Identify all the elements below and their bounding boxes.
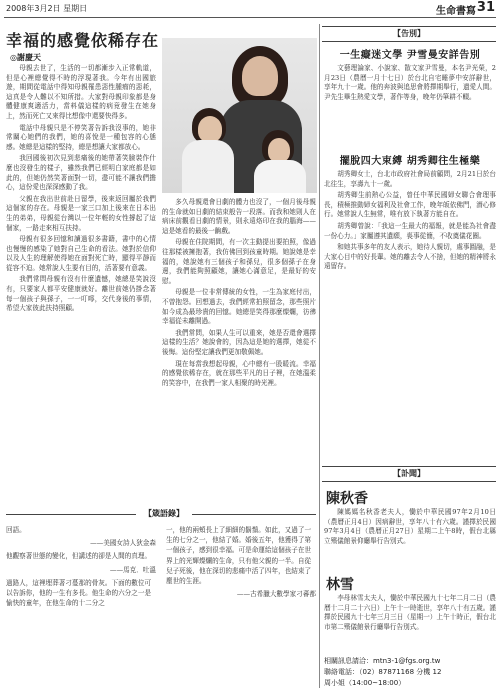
paragraph: 母親是一位非常傳統的女性，一生為家庭付出，不曾抱怨。回想過去，我們經常拍照留念，那些照片如今成為最珍貴的回憶。她總是笑得那麼燦爛，彷彿幸福從未離開過。: [162, 288, 316, 326]
article-column-1: [6, 64, 156, 510]
paragraph: 多久母親還會日劇的體力也沒了，一個月後母親的生命就如日劇的結束般告一段落。而我和她則人在病床前觀看日劇的情景，則永遠烙印在我的腦海——這是她看的最後一齣戲。: [162, 198, 316, 235]
page-header: [4, 2, 496, 18]
quotes-column-right: [166, 525, 316, 681]
paragraph: 和她共事多年的友人表示，她待人親切，處事圓融，是大家心目中的好長輩。她的離去令人不捨，但她的精神將永遠留存。: [324, 243, 496, 271]
article-title: 幸福的感覺依稀存在: [6, 31, 160, 50]
paragraph: 母親在住院期間，有一次主動提出要拍照，像過往那樣被擁抱著，我仿佛回到孩童時期。她說她是幸福的，她說她有三個孩子和孫兒，很多個孫子在身邊，我們能夠照顧她，讓她心滿意足，是最好的安慰。: [162, 238, 316, 285]
page-number: 31: [476, 0, 495, 15]
photo-face-mother: [242, 56, 278, 96]
photo-body-child-left: [182, 140, 234, 193]
obituary-notice-2: [324, 594, 496, 652]
paragraph: 母親有很多回憶和讀過很多書籍，書中的心情也慢慢的感染了她對自己生命的看法。她對於信仰以及人生的理解使得她在面對死亡時，顯得平靜而從容不迫。她常說人生要有目的，活著要有意義。: [6, 235, 156, 272]
contact-hours: 周小姐（14:00~18:00）: [324, 679, 406, 687]
obituary-title-2: 擺脫四大束縛 胡秀卿往生極樂: [339, 156, 481, 167]
column-divider: [319, 24, 320, 688]
quotes-column-left: [6, 525, 156, 681]
issue-date: 2008年3月2日 星期日: [6, 4, 88, 13]
photo-face-child-right: [268, 138, 290, 162]
paragraph: 現在每當我想起母親，心中總有一股暖流。幸福的感覺依稀存在，就在那些平凡的日子裡，在她溫柔的笑容中，在我們一家人相聚的時光裡。: [162, 359, 316, 387]
obituary-name-1: 陳秋香: [326, 491, 368, 507]
contact-email: 相關訊息請洽：mtn3-1@fgs.org.tw: [324, 657, 441, 665]
contact-phone: 聯絡電話：（02）87871168 分機 12: [324, 668, 442, 676]
photo-body-child-right: [254, 160, 306, 193]
obituary-text-2: [324, 170, 496, 460]
paragraph: 胡秀卿生前熱心公益，曾任中華民國婦女聯合會理事長，積極推動婦女福利及社會工作，晚年皈依佛門，潛心修行。她常說人生無常，唯有放下執著方能自在。: [324, 191, 496, 219]
quote-text: 回語。: [6, 526, 26, 534]
section-name: 生命書寫: [436, 6, 476, 17]
section-tag-obituary: 【訃聞】: [322, 466, 496, 482]
contact-info: [324, 656, 441, 689]
article-author: ◎謝慶天: [10, 52, 41, 62]
quote-citation: ——美國女詩人狄金森: [90, 539, 156, 548]
quote-text: 一，他的兩頰長上了細細的鬍鬚。如此，又過了一生的七分之一，他結了婚。婚後五年，他獲得了第一個孩子，感到很幸福。可是命運給這個孩子在世界上的光輝燦爛的生命，只有他父親的一半。自從兒子死後，他在深切的悲痛中活了四年，也結束了塵世的生涯。: [166, 526, 312, 586]
paragraph: 胡秀卿曾說：「我這一生最大的福報，就是能為社會盡一份心力。」家屬遵其遺願，喪事從簡，不收奠儀花圈。: [324, 221, 496, 240]
paragraph: 電話中母親只是不停笑著告訴我沒事的，她非常關心她們的我們，她的喜悅是一種包容的心態感。她總是這樣的堅持，總是想讓大家都放心。: [6, 123, 156, 151]
family-photo: [162, 38, 317, 193]
paragraph: 胡秀卿女士，台北市政府社會局前顧問，2月21日於台北往生，享壽九十一歲。: [324, 170, 496, 188]
photo-face-child-left: [198, 116, 222, 142]
quote-text: 過路人，這裡埋葬著刁蔓那的骨灰。下面的數位可以告訴你，他的一生有多長。他生命的六分之一是愉快的童年，在他生命的十二分之: [6, 578, 152, 608]
section-tag-farewell: 【告別】: [322, 26, 496, 42]
quotes-tag: 【箴語錄】: [136, 508, 192, 519]
paragraph: 我們常問母親有沒有什麼遺憾，她總是笑說沒有，只要家人都平安健康就好。離世前她仍掛念著每一個孩子與孫子，一一叮嚀，交代身後的事情，希望大家彼此扶持照顧。: [6, 275, 156, 313]
quotes-section: [6, 509, 316, 685]
paragraph: 李母林雪太夫人，慟於中華民國九十七年二月二日（農曆十二月二十六日）上午十一時逝世，享年八十有五歲。謹擇於民國九十七年三月三日（星期一）上午十時正，假台北市第二殯儀館景行廳舉行告別式。: [324, 594, 496, 631]
paragraph: 我們常問，如果人生可以重來，她是否還會選擇這樣的生活？她說會的，因為這是她的選擇，她從不後悔。這份堅定讓我們更加敬佩她。: [162, 328, 316, 356]
quote-citation: ——馬克．吐溫: [109, 565, 156, 574]
obituary-title-1: 一生癡迷文學 尹雪曼安詳告別: [339, 50, 481, 61]
paragraph: 文藝理論家、小說家、散文家尹雪曼，本名尹光榮，2月23日（農曆一月十七日）於台北自宅睡夢中安詳辭世，享年九十一歲。他的奔波與追思會將擇期舉行，遺愛人間。尹先生畢生熱愛文學，著作等身，晚年仍筆耕不輟。: [324, 64, 496, 101]
quote-text: 他觀察著世態的變化，但講述的卻是人間的真理。: [6, 552, 152, 561]
paragraph: 母親去世了，生活的一切都漸步入正常軌道，但是心裡總覺得不時的浮現著我。今年有出國旅遊，期間從電話中得知母親罹患惡性腫瘤的惡耗，這真是令人難以不知所措。大家對母親印象都是身體健康爽適活力，當料儀這樣的病竟發生在她身上，然而死亡又來得比想像中還要快得多。: [6, 64, 156, 120]
obituary-notice-1: [324, 508, 496, 570]
paragraph: 我回國後初次見到悲痛後的她帶著笑臉裝作什麼也沒發生的樣子，雖然我們已經明白家庭都是如此的，但她仍然笑著面對一切，盡可能不讓我們擔心，這份愛也深深感動了我。: [6, 154, 156, 192]
obituary-text-1: [324, 64, 496, 148]
paragraph: 父親在我出世前赴日留學，後來返回屬於我們這個家的存在。母親是一家三口加上後來在日本出生的弟弟，母親從台灣以一位年輕的女性撐起了這個家，一路走來相互扶持。: [6, 194, 156, 232]
obituary-name-2: 林雪: [326, 577, 354, 593]
article-column-2: [162, 198, 316, 510]
quote-citation: ——古希臘大數學家刁蕃都: [236, 590, 316, 599]
paragraph: 陳媽媽名秋香老夫人，慟於中華民國97年2月10日（農曆正月4日）因病辭世，享年八十有六歲。謹擇於民國97年3月4日（農曆正月27日）星期二上午8時，假台北縣立殯儀館景仰廳舉行告別式。: [324, 508, 496, 545]
